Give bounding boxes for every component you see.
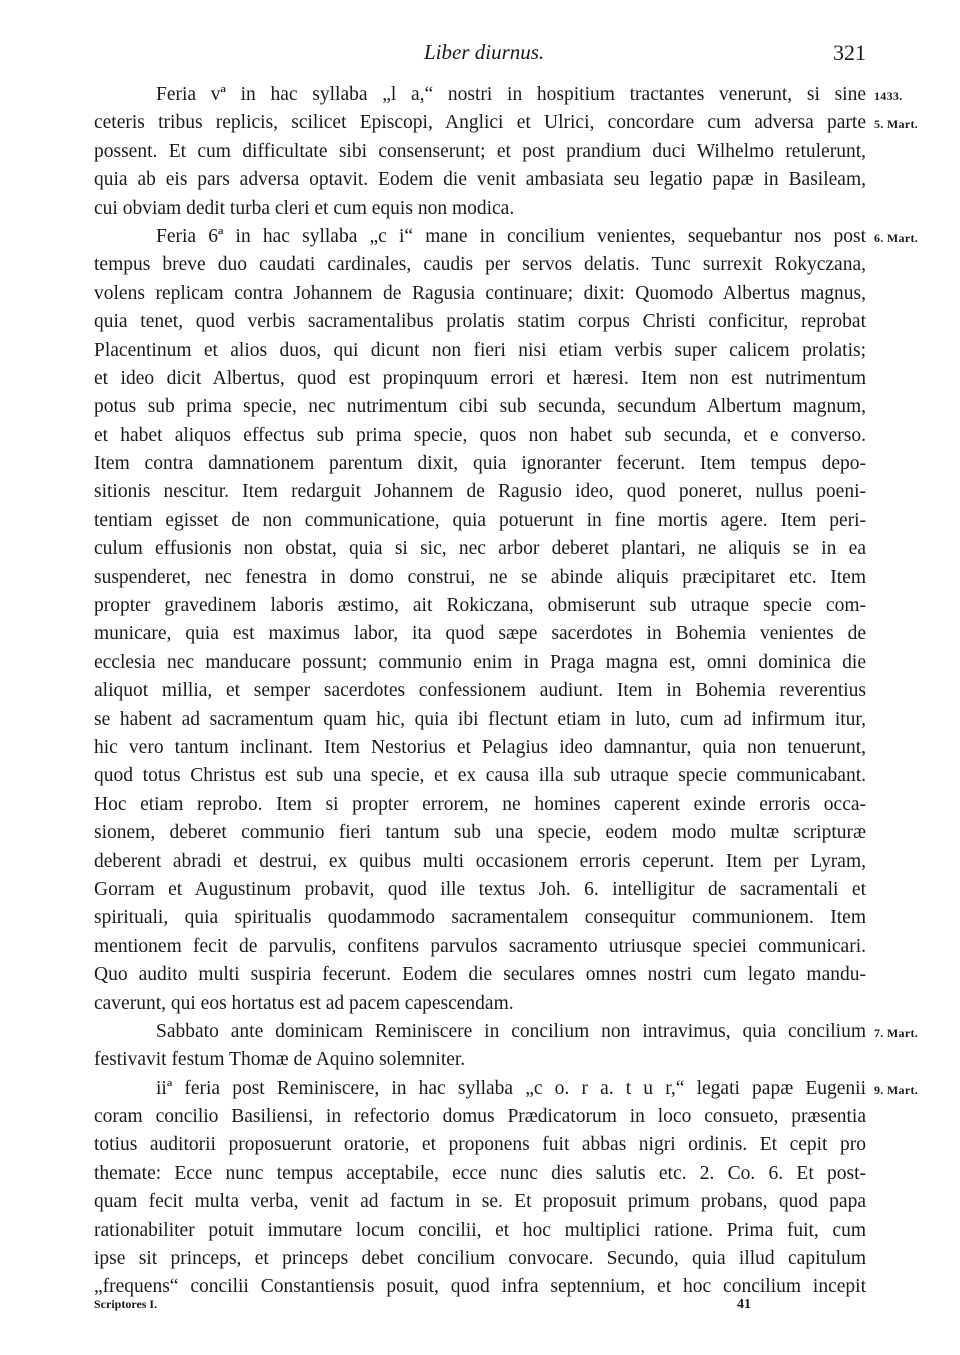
text-line: Feria 6ª in hac syllaba „c i“ mane in concilium venientes, sequebantur nos post <box>156 225 866 247</box>
text-line: ceteris tribus replicis, scilicet Episcopi, Anglici et Ulrici, concordare cum adversa parte <box>94 112 866 134</box>
gathering-number: 41 <box>737 1297 751 1312</box>
text-line: culum effusionis non obstat, quia si sic, nec arbor deberet plantari, ne aliquis se in ea <box>94 538 866 560</box>
text-line: sionem, deberet communio fieri tantum sub una specie, eodem modo multæ scripturæ <box>94 822 866 844</box>
page-header <box>94 40 866 70</box>
text-line: suspenderet, nec fenestra in domo construi, ne se abinde aliquis præcipitaret etc. Item <box>94 566 866 588</box>
text-line: et habet aliquos effectus sub prima specie, quos non habet sub secunda, et e converso. <box>94 424 866 446</box>
text-line: quia ab eis pars adversa optavit. Eodem die venit ambasiata seu legatio papæ in Basileam, <box>94 169 866 191</box>
text-line: aliquot millia, et semper sacerdotes confessionem audiunt. Item in Bohemia reverentius <box>94 680 866 702</box>
text-line: „frequens“ concilii Constantiensis posuit, quod infra septennium, et hoc concilium incepit <box>94 1276 866 1298</box>
text-line: festivavit festum Thomæ de Aquino solemniter. <box>94 1049 466 1071</box>
text-line: totius auditorii proposuerunt oratorie, et proponens fuit abbas nigri ordinis. Et cepit pro <box>94 1134 866 1156</box>
text-line: Gorram et Augustinum probavit, quod ille textus Joh. 6. intelligitur de sacramentali et <box>94 878 866 900</box>
page-footer <box>94 1297 866 1317</box>
text-line: Hoc etiam reprobo. Item si propter errorem, ne homines caperent exinde erroris occa- <box>94 793 866 815</box>
text-line: Item contra damnationem parentum dixit, quia ignoranter fecerunt. Item tempus depo- <box>94 453 866 475</box>
text-line: spirituali, quia spiritualis quodammodo sacramentalem consequitur communionem. Item <box>94 907 866 929</box>
text-line: Sabbato ante dominicam Reminiscere in concilium non intravimus, quia concilium <box>156 1020 866 1042</box>
text-line: ecclesia nec manducare possunt; communio enim in Praga magna est, omni dominica die <box>94 651 866 673</box>
margin-date-m7: 7. Mart. <box>874 1026 919 1041</box>
text-line: et ideo dicit Albertus, quod est propinquum errori et hæresi. Item non est nutrimentum <box>94 367 866 389</box>
text-line: propter gravedinem laboris æstimo, ait Rokiczana, obmiserunt sub utraque specie com- <box>94 595 866 617</box>
text-line: municare, quia est maximus labor, ita quod sæpe sacerdotes in Bohemia venientes de <box>94 623 866 645</box>
text-line: deberent abradi et destrui, ex quibus multi occasionem erroris ceperunt. Item per Lyram, <box>94 850 866 872</box>
text-line: cui obviam dedit turba cleri et cum equis non modica. <box>94 197 515 219</box>
text-line: quia tenet, quod verbis sacramentalibus prolatis statim corpus Christi conficitur, reprobat <box>94 311 866 333</box>
text-line: sitionis nescitur. Item redarguit Johannem de Ragusio ideo, quod poneret, nullus poeni- <box>94 481 866 503</box>
text-line: caverunt, qui eos hortatus est ad pacem capescendam. <box>94 992 514 1014</box>
margin-date-year: 1433. <box>874 89 903 103</box>
signature-mark: Scriptores I. <box>94 1297 158 1311</box>
margin-date-m9: 9. Mart. <box>874 1083 919 1097</box>
page-number: 321 <box>833 40 866 65</box>
text-line: hic vero tantum inclinant. Item Nestorius et Pelagius ideo damnantur, quia non tenuerunt, <box>94 736 866 758</box>
text-line: Placentinum et alios duos, qui dicunt non fieri nisi etiam verbis super calicem prolatis; <box>94 339 866 361</box>
text-line: volens replicam contra Johannem de Ragusia continuare; dixit: Quomodo Albertus magnus, <box>94 282 866 304</box>
text-line: coram concilio Basiliensi, in refectorio domus Prædicatorum in loco consueto, præsentia <box>94 1106 866 1128</box>
body-text <box>94 81 866 1302</box>
text-line: Feria vª in hac syllaba „l a,“ nostri in hospitium tractantes venerunt, si sine <box>156 84 866 105</box>
text-line: quod totus Christus est sub una specie, et ex causa illa sub utraque specie communicabant. <box>94 765 866 787</box>
text-line: potus sub prima specie, nec nutrimentum cibi sub secunda, secundum Albertum magnum, <box>94 396 866 418</box>
text-line: tempus breve duo caudati cardinales, caudis per servos delatis. Tunc surrexit Rokyczana, <box>94 254 866 276</box>
text-line: mentionem fecit de parvulis, confitens parvulos sacramento utriusque speciei communicari. <box>94 935 866 957</box>
margin-date-m6: 6. Mart. <box>874 231 919 245</box>
text-line: tentiam egisset de non communicatione, quia potuerunt in fine mortis agere. Item peri- <box>94 509 866 531</box>
running-title: Liber diurnus. <box>424 40 545 64</box>
text-line: se habent ad sacramentum quam hic, quia ibi flectunt etiam in luto, cum ad infirmum itur, <box>94 708 866 730</box>
text-line: iiª feria post Reminiscere, in hac syllaba „c o. r a. t u r,“ legati papæ Eugenii <box>156 1077 866 1099</box>
text-line: possent. Et cum difficultate sibi consenserunt; et post prandium duci Wilhelmo retulerunt, <box>94 140 866 162</box>
text-line: rationabiliter potuit immutare locum concilii, et hoc multiplici ratione. Prima fuit, cum <box>94 1219 866 1241</box>
text-line: Quo audito multi suspiria fecerunt. Eodem die seculares omnes nostri cum legato mandu- <box>94 964 866 986</box>
text-line: themate: Ecce nunc tempus acceptabile, ecce nunc dies salutis etc. 2. Co. 6. Et post- <box>94 1162 866 1184</box>
text-line: quam fecit multa verba, venit ad factum in se. Et proposuit primum probans, quod papa <box>94 1191 866 1213</box>
text-line: ipse sit princeps, et princeps debet concilium convocare. Secundo, quia illud capitulum <box>94 1248 866 1270</box>
margin-date-m5: 5. Mart. <box>874 117 919 132</box>
